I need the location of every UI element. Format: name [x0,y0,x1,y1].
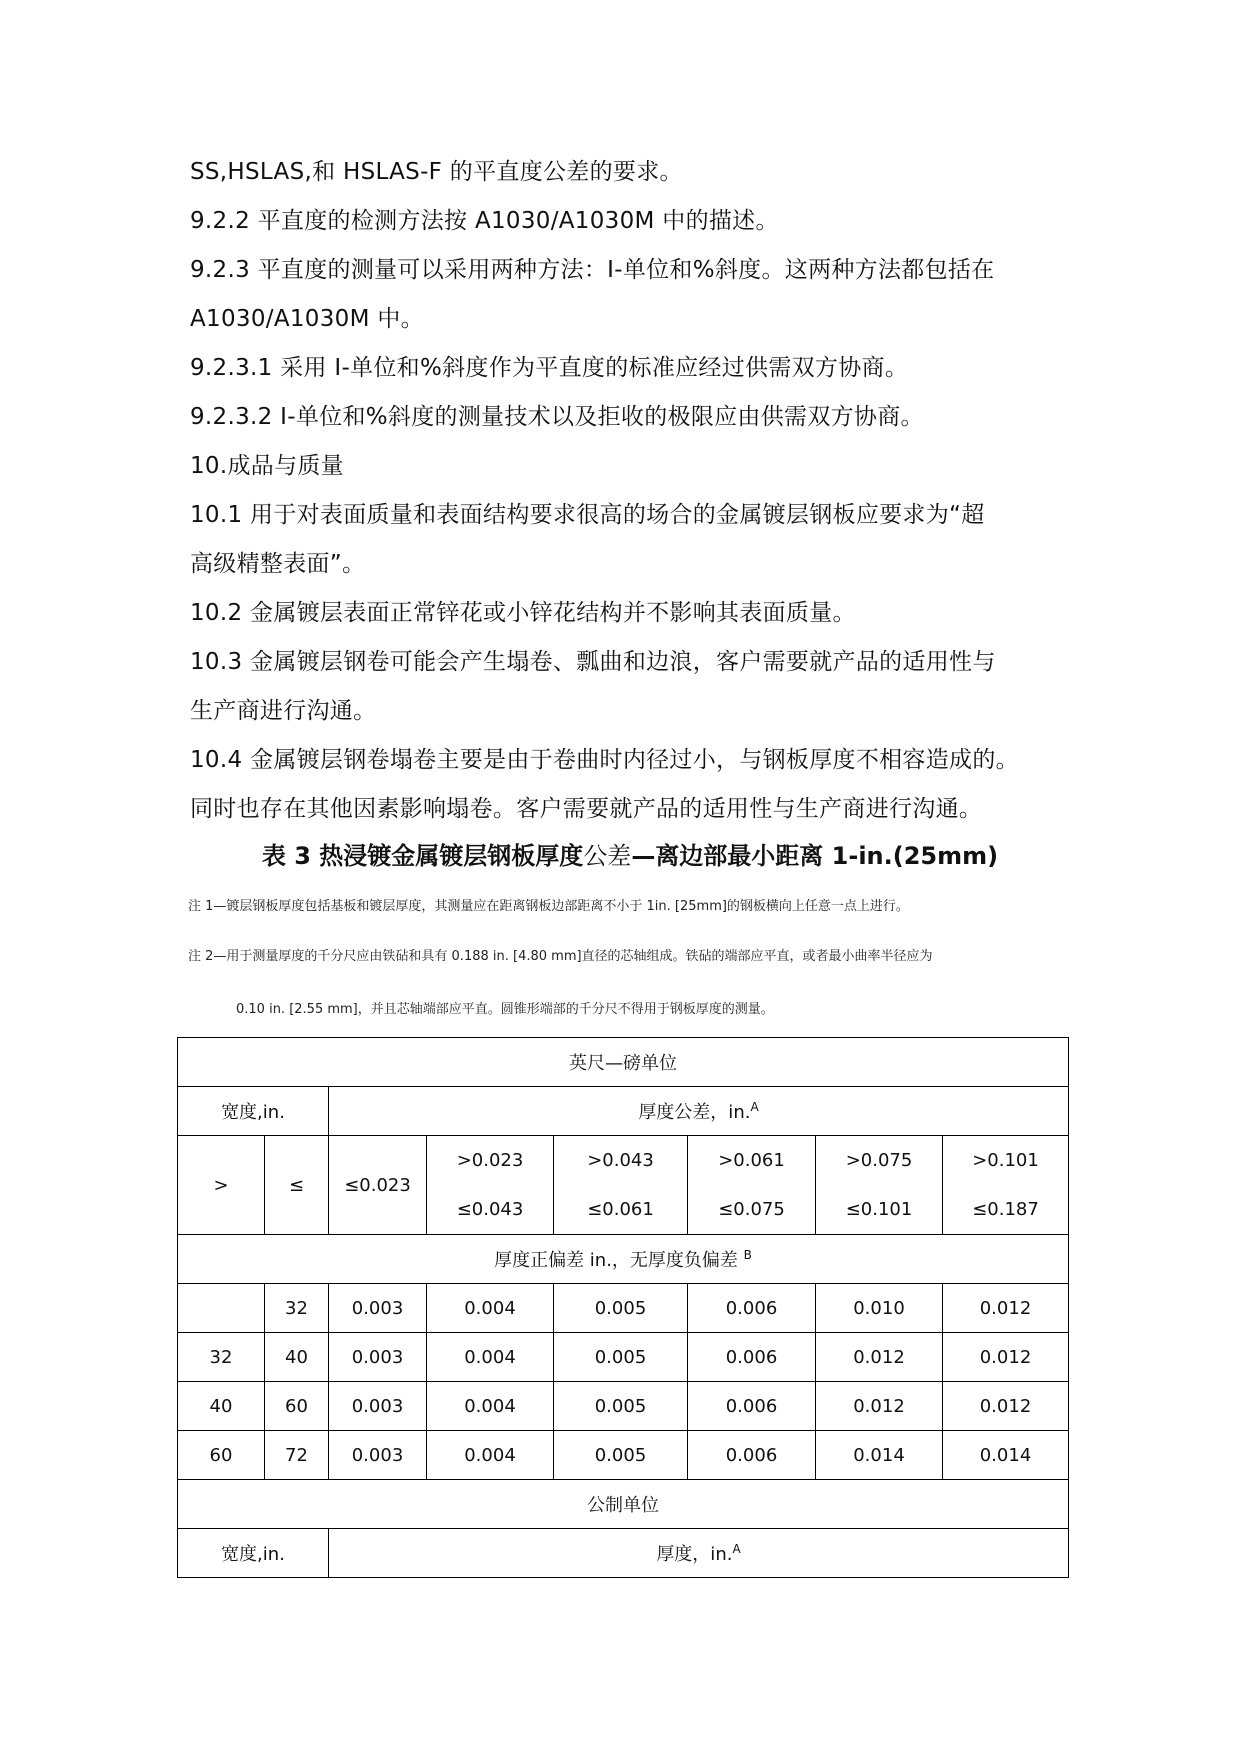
width-gt-cell [178,1284,265,1333]
table-row [178,1136,1069,1235]
body-text [190,148,1070,834]
width-le-cell: 72 [265,1431,329,1480]
tolerance-cell: 0.004 [427,1284,554,1333]
paragraph-line: 生产商进行沟通。 [190,698,377,724]
tolerance-cell: 0.003 [329,1382,427,1431]
table-row [178,1480,1069,1529]
range-bottom: ≤0.101 [845,1199,913,1220]
range-bottom: ≤0.187 [972,1199,1039,1220]
section-header-metric: 公制单位 [178,1480,1069,1529]
caption-part: 表 3 热浸镀金属镀层钢板厚度 [261,842,584,870]
width-gt-header: > [178,1136,265,1235]
tolerance-cell: 0.006 [688,1284,816,1333]
thickness-range-header [688,1136,816,1235]
tolerance-cell: 0.003 [329,1333,427,1382]
header-text: 厚度正偏差 in.，无厚度负偏差 [494,1250,738,1271]
width-gt-cell: 32 [178,1333,265,1382]
range-top: >0.043 [587,1150,654,1171]
table-row [178,1038,1069,1087]
tolerance-cell: 0.012 [943,1284,1069,1333]
footnote-marker: A [732,1542,741,1556]
tolerance-cell: 0.012 [943,1333,1069,1382]
paragraph-line: 9.2.2 平直度的检测方法按 A1030/A1030M 中的描述。 [190,208,779,234]
width-gt-cell: 60 [178,1431,265,1480]
caption-part: 公差 [583,842,632,870]
range-top: >0.101 [972,1150,1039,1171]
width-le-cell: 32 [265,1284,329,1333]
tolerance-cell: 0.006 [688,1333,816,1382]
paragraph-line: 10.1 用于对表面质量和表面结构要求很高的场合的金属镀层钢板应要求为“超 [190,502,985,528]
table-row [178,1529,1069,1578]
tolerance-cell: 0.012 [816,1382,943,1431]
footnote-marker: A [750,1100,759,1114]
thickness-tolerance-table [177,1037,1069,1578]
range-top: >0.023 [456,1150,524,1171]
tolerance-cell: 0.003 [329,1284,427,1333]
table-row [178,1333,1069,1382]
table-row [178,1382,1069,1431]
tolerance-cell: 0.005 [554,1333,688,1382]
tolerance-cell: 0.004 [427,1382,554,1431]
paragraph-line: 同时也存在其他因素影响塌卷。客户需要就产品的适用性与生产商进行沟通。 [190,796,983,822]
thickness-range-header [554,1136,688,1235]
table-note-2: 注 2—用于测量厚度的千分尺应由铁砧和具有 0.188 in. [4.80 mm]直径的芯轴组成。铁砧的端部应平直，或者最小曲率半径应为 [188,949,933,964]
tolerance-cell: 0.003 [329,1431,427,1480]
thickness-tolerance-header [329,1087,1069,1136]
range-bottom: ≤0.075 [718,1199,785,1220]
paragraph-line: SS,HSLAS,和 HSLAS-F 的平直度公差的要求。 [190,159,683,185]
range-top: >0.061 [718,1150,785,1171]
tolerance-cell: 0.005 [554,1431,688,1480]
table-row [178,1235,1069,1284]
metric-thickness-header [329,1529,1069,1578]
metric-width-header: 宽度,in. [178,1529,329,1578]
paragraph-line: 高级精整表面”。 [190,551,366,577]
table-note-2-continued: 0.10 in. [2.55 mm]，并且芯轴端部应平直。圆锥形端部的千分尺不得用于钢板厚度的测量。 [236,1002,774,1017]
section-heading: 10.成品与质量 [190,453,344,479]
table-caption [180,838,1080,874]
tolerance-cell: 0.010 [816,1284,943,1333]
header-text: 厚度公差，in. [638,1102,751,1123]
paragraph-line: 10.2 金属镀层表面正常锌花或小锌花结构并不影响其表面质量。 [190,600,856,626]
table-row [178,1284,1069,1333]
tolerance-cell: 0.006 [688,1431,816,1480]
caption-part: —离边部最小距离 1-in.(25mm) [631,842,999,870]
header-text: 厚度，in. [656,1544,733,1565]
paragraph-line: 9.2.3.2 I-单位和%斜度的测量技术以及拒收的极限应由供需双方协商。 [190,404,924,430]
range-bottom: ≤0.061 [587,1199,654,1220]
width-gt-cell: 40 [178,1382,265,1431]
width-le-cell: 60 [265,1382,329,1431]
paragraph-line: 10.4 金属镀层钢卷塌卷主要是由于卷曲时内径过小，与钢板厚度不相容造成的。 [190,747,1019,773]
range-bottom: ≤0.043 [456,1199,524,1220]
tolerance-cell: 0.005 [554,1284,688,1333]
tolerance-cell: 0.012 [943,1382,1069,1431]
thickness-range-header [427,1136,554,1235]
tolerance-cell: 0.006 [688,1382,816,1431]
tolerance-cell: 0.014 [816,1431,943,1480]
footnote-marker: B [743,1248,752,1262]
paragraph-line: 9.2.3.1 采用 I-单位和%斜度作为平直度的标准应经过供需双方协商。 [190,355,909,381]
tolerance-cell: 0.012 [816,1333,943,1382]
tolerance-cell: 0.014 [943,1431,1069,1480]
tolerance-cell: 0.005 [554,1382,688,1431]
width-le-header: ≤ [265,1136,329,1235]
tolerance-cell: 0.004 [427,1333,554,1382]
paragraph-line: 10.3 金属镀层钢卷可能会产生塌卷、瓢曲和边浪，客户需要就产品的适用性与 [190,649,996,675]
table-note-1: 注 1—镀层钢板厚度包括基板和镀层厚度，其测量应在距离钢板边部距离不小于 1in. [25mm]的钢板横向上任意一点上进行。 [188,899,909,914]
table-row [178,1087,1069,1136]
section-header-imperial: 英尺—磅单位 [178,1038,1069,1087]
thickness-range-header: ≤0.023 [329,1136,427,1235]
width-header: 宽度,in. [178,1087,329,1136]
width-le-cell: 40 [265,1333,329,1382]
tolerance-cell: 0.004 [427,1431,554,1480]
range-top: >0.075 [845,1150,913,1171]
thickness-range-header [816,1136,943,1235]
table-row [178,1431,1069,1480]
thickness-range-header [943,1136,1069,1235]
paragraph-line: 9.2.3 平直度的测量可以采用两种方法：I-单位和%斜度。这两种方法都包括在 [190,257,995,283]
positive-tolerance-header [178,1235,1069,1284]
paragraph-line: A1030/A1030M 中。 [190,306,424,332]
